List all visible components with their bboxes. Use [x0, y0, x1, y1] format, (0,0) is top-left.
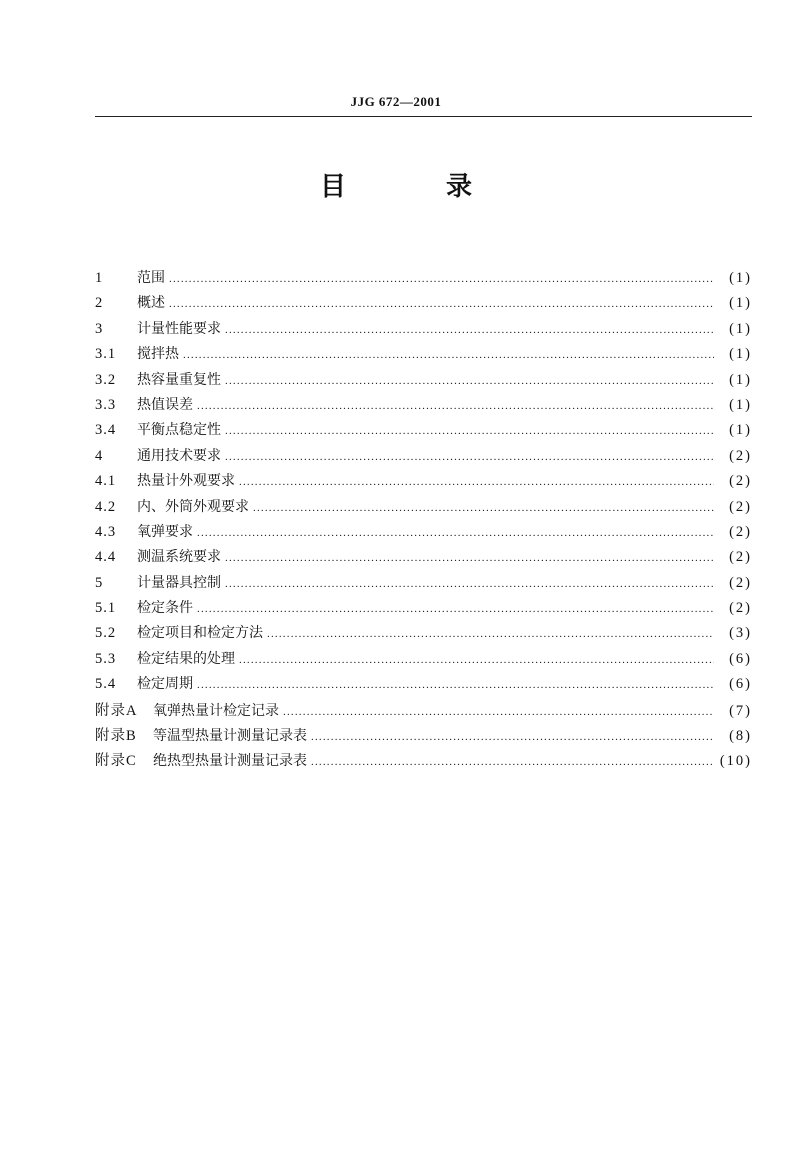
toc-entry[interactable]	[95, 496, 752, 521]
toc-entry[interactable]	[95, 445, 752, 470]
table-of-contents	[95, 267, 752, 775]
toc-leader	[169, 298, 714, 310]
toc-label: 通用技术要求	[137, 447, 221, 464]
toc-number: 2	[95, 295, 104, 312]
toc-label: 热量计外观要求	[137, 473, 235, 490]
toc-label: 平衡点稳定性	[137, 422, 221, 439]
toc-leader	[253, 502, 714, 514]
toc-entry[interactable]	[95, 597, 752, 622]
toc-entry[interactable]	[95, 470, 752, 495]
toc-label: 氧弹要求	[137, 523, 193, 540]
toc-entry[interactable]	[95, 749, 752, 774]
toc-number: 附录A	[95, 702, 138, 719]
toc-number: 5.3	[95, 650, 117, 667]
toc-label: 检定条件	[137, 600, 193, 617]
toc-leader	[169, 273, 714, 285]
toc-number: 3.1	[95, 346, 117, 363]
toc-leader	[267, 628, 714, 640]
toc-entry[interactable]	[95, 292, 752, 317]
toc-page: (1)	[729, 270, 752, 286]
toc-leader	[197, 679, 714, 691]
toc-page: (2)	[729, 574, 752, 591]
toc-number: 附录C	[95, 753, 137, 770]
toc-label: 检定结果的处理	[137, 650, 235, 667]
toc-leader	[197, 400, 714, 412]
toc-leader	[197, 603, 714, 615]
toc-leader	[197, 527, 714, 539]
toc-entry[interactable]	[95, 343, 752, 368]
toc-leader	[225, 375, 714, 387]
toc-leader	[283, 706, 714, 718]
toc-label: 热值误差	[137, 396, 193, 413]
toc-leader	[225, 425, 714, 437]
title-char-1: 目	[319, 172, 346, 202]
toc-entry[interactable]	[95, 648, 752, 673]
toc-page: (2)	[729, 447, 752, 464]
toc-label: 范围	[137, 270, 165, 286]
toc-page: (2)	[729, 523, 752, 540]
toc-number: 4.1	[95, 473, 117, 490]
toc-page: (1)	[729, 396, 752, 413]
toc-page: (1)	[729, 346, 752, 363]
toc-entry[interactable]	[95, 622, 752, 647]
toc-page: (1)	[729, 371, 752, 388]
toc-entry[interactable]	[95, 724, 752, 749]
toc-page: (2)	[729, 473, 752, 490]
header-rule	[95, 116, 752, 117]
toc-page: (1)	[729, 295, 752, 312]
toc-leader	[225, 552, 714, 564]
toc-page: (10)	[719, 753, 752, 770]
toc-page: (6)	[729, 676, 752, 693]
toc-page: (7)	[729, 702, 752, 719]
toc-entry[interactable]	[95, 369, 752, 394]
toc-number: 1	[95, 270, 104, 286]
toc-label: 检定项目和检定方法	[137, 625, 263, 642]
toc-label: 检定周期	[137, 676, 193, 693]
toc-entry[interactable]	[95, 419, 752, 444]
toc-leader	[225, 324, 714, 336]
toc-entry[interactable]	[95, 318, 752, 343]
toc-entry[interactable]	[95, 673, 752, 698]
toc-entry[interactable]	[95, 572, 752, 597]
toc-number: 4.3	[95, 523, 117, 540]
toc-label: 等温型热量计测量记录表	[153, 728, 307, 745]
toc-leader	[225, 578, 714, 590]
toc-number: 4.4	[95, 549, 117, 566]
toc-page: (2)	[729, 549, 752, 566]
toc-entry[interactable]	[95, 394, 752, 419]
toc-label: 搅拌热	[137, 346, 179, 363]
toc-leader	[311, 731, 714, 743]
toc-entry[interactable]	[95, 699, 752, 724]
toc-label: 热容量重复性	[137, 371, 221, 388]
toc-page: (2)	[729, 498, 752, 515]
toc-page: (3)	[729, 625, 752, 642]
toc-number: 附录B	[95, 728, 137, 745]
toc-label: 绝热型热量计测量记录表	[153, 753, 307, 770]
toc-page: (1)	[729, 320, 752, 337]
toc-label: 内、外筒外观要求	[137, 498, 249, 515]
toc-number: 3	[95, 320, 104, 337]
toc-leader	[183, 349, 714, 361]
toc-page: (8)	[729, 728, 752, 745]
toc-leader	[239, 476, 714, 488]
toc-number: 3.2	[95, 371, 117, 388]
toc-number: 4.2	[95, 498, 117, 515]
toc-number: 5.2	[95, 625, 117, 642]
toc-number: 4	[95, 447, 104, 464]
toc-label: 计量性能要求	[137, 320, 221, 337]
toc-label: 概述	[137, 295, 165, 312]
toc-entry[interactable]	[95, 546, 752, 571]
title-char-2: 录	[446, 172, 473, 202]
toc-label: 计量器具控制	[137, 574, 221, 591]
toc-label: 测温系统要求	[137, 549, 221, 566]
toc-entry[interactable]	[95, 521, 752, 546]
toc-page: (1)	[729, 422, 752, 439]
toc-leader	[225, 451, 714, 463]
toc-number: 5.1	[95, 600, 117, 617]
page-header-code: JJG 672—2001	[350, 94, 442, 109]
toc-leader	[239, 654, 714, 666]
toc-label: 氧弹热量计检定记录	[153, 702, 279, 719]
toc-number: 5	[95, 574, 104, 591]
page-title	[0, 166, 792, 203]
toc-entry[interactable]	[95, 267, 752, 292]
toc-page: (2)	[729, 600, 752, 617]
toc-number: 5.4	[95, 676, 117, 693]
toc-number: 3.4	[95, 422, 117, 439]
toc-leader	[311, 756, 714, 768]
toc-page: (6)	[729, 650, 752, 667]
toc-number: 3.3	[95, 396, 117, 413]
